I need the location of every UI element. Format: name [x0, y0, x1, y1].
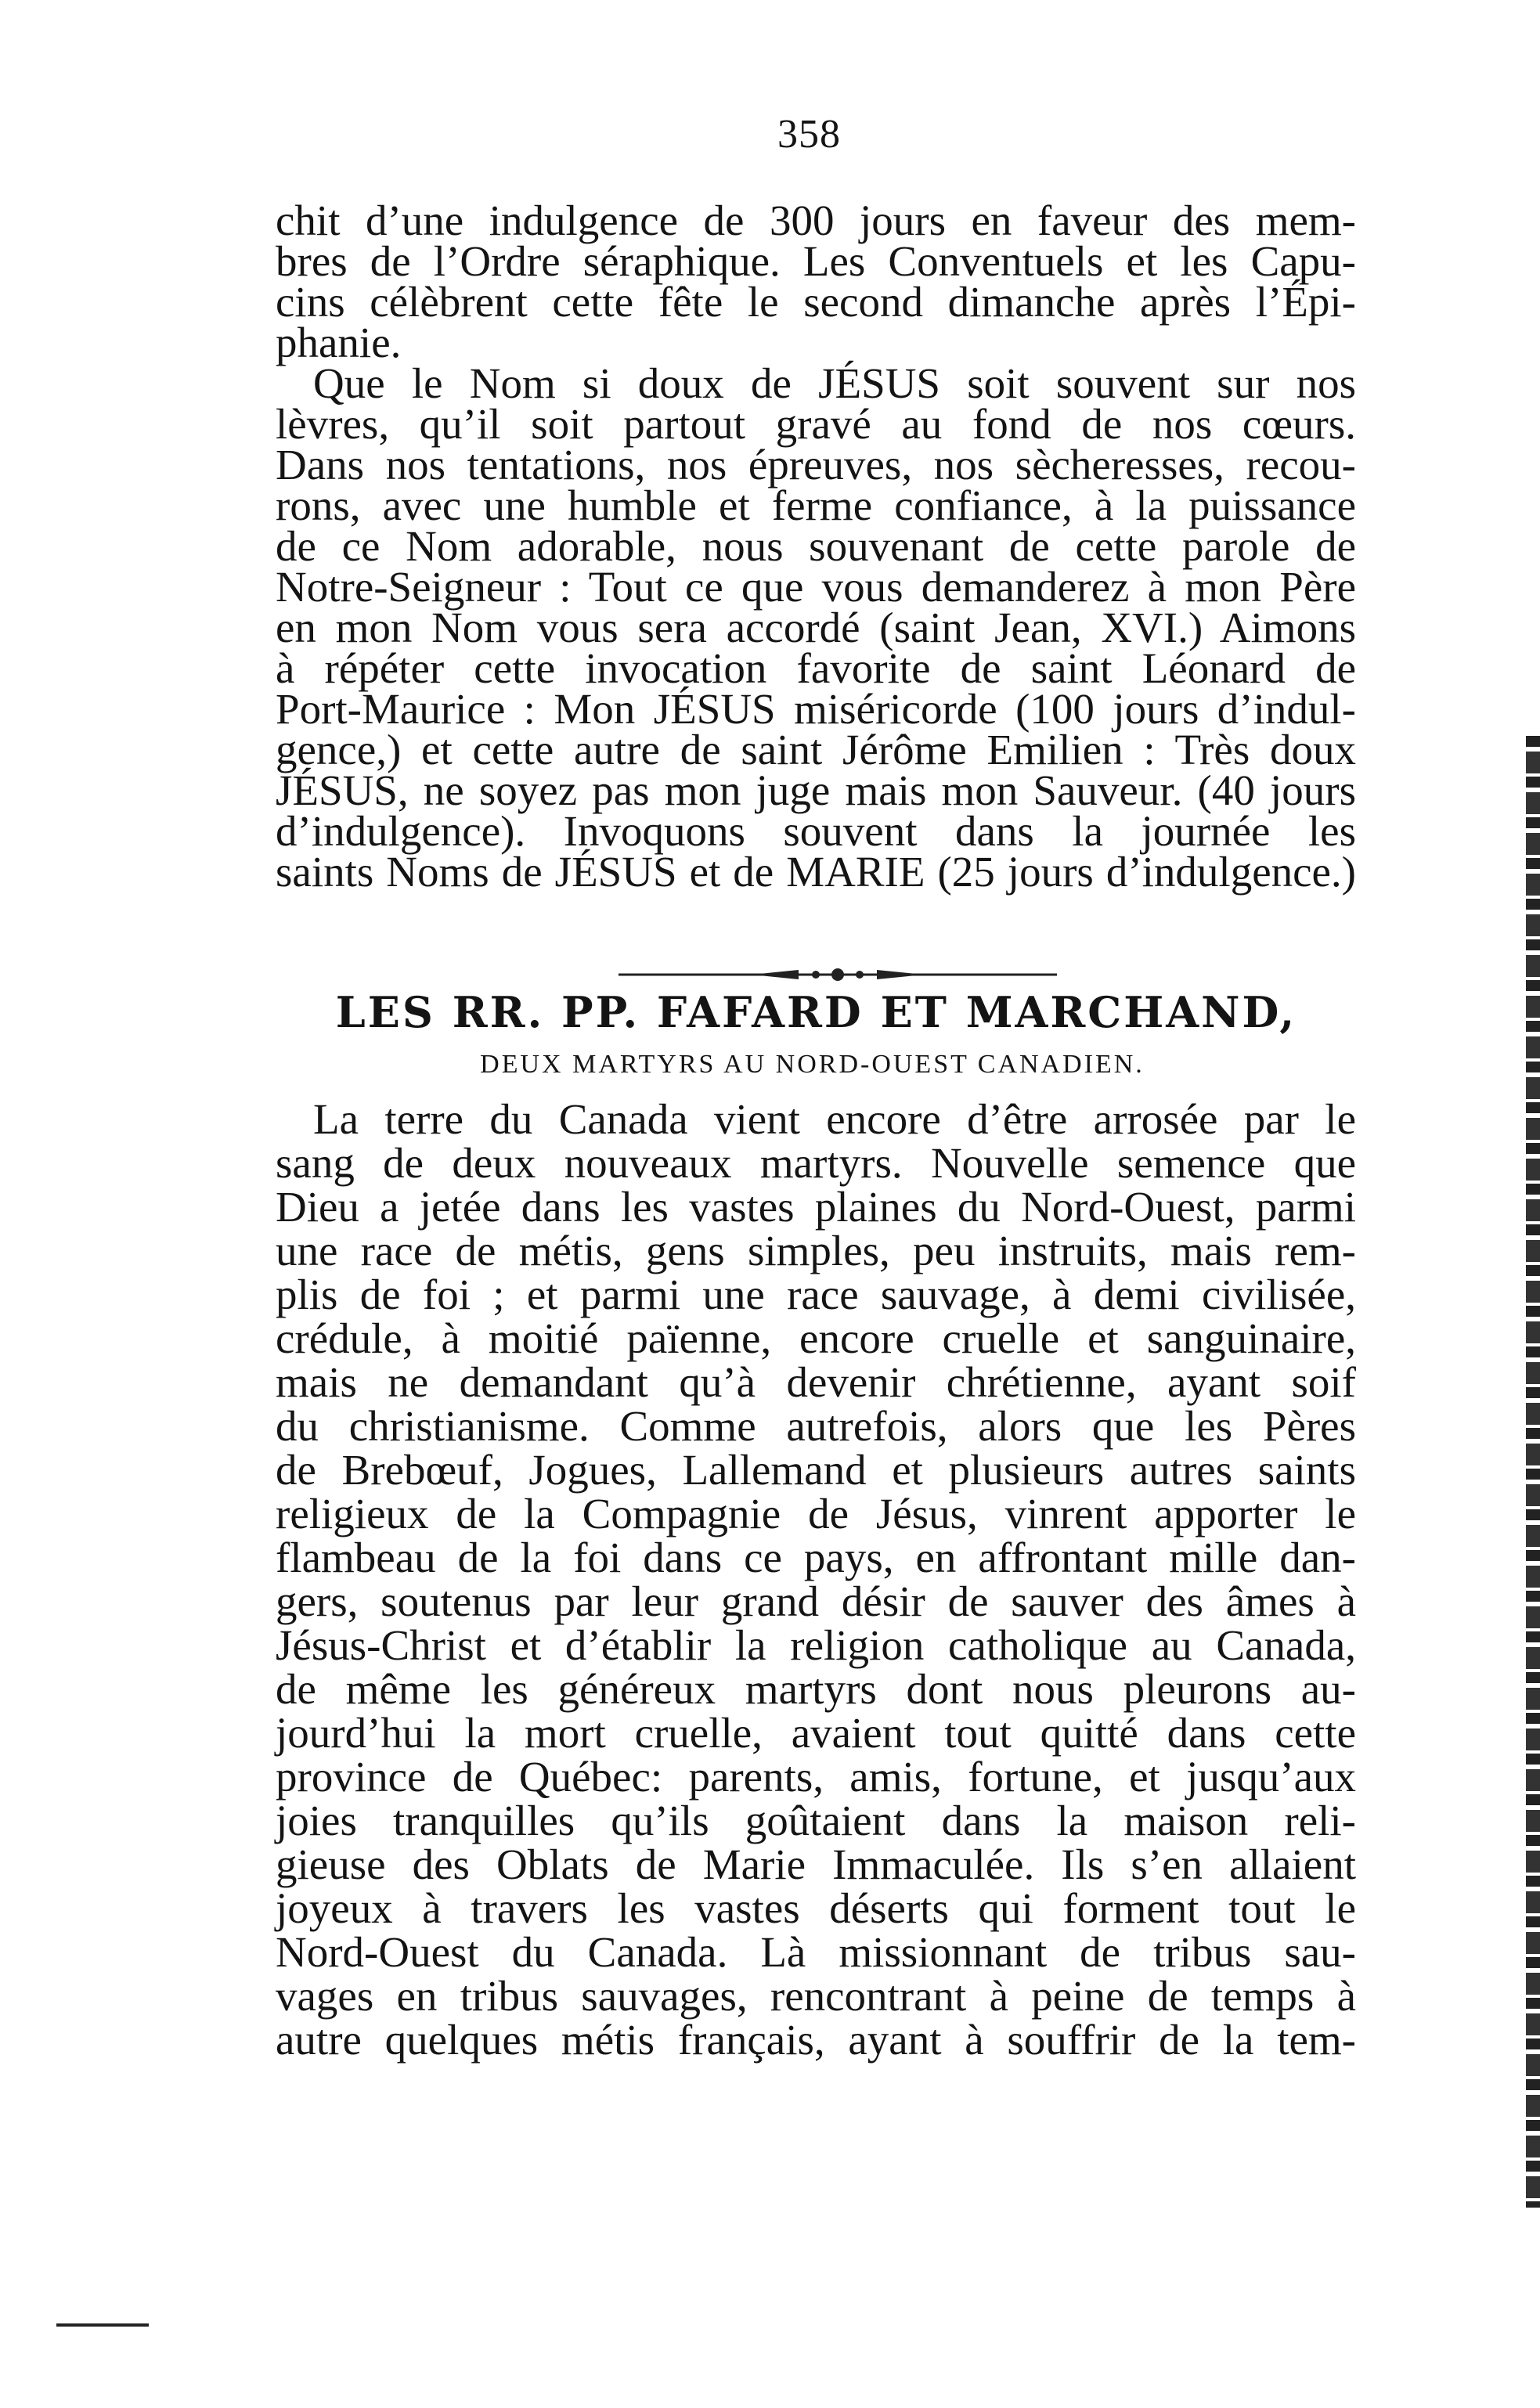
- text-line: d’indulgence). Invoquons souvent dans la journée les: [276, 807, 1356, 855]
- text-line: mais ne demandant qu’à devenir chrétienne, ayant soif: [276, 1358, 1356, 1406]
- text-line: joyeux à travers les vastes déserts qui forment tout le: [276, 1884, 1356, 1932]
- text-line: de ce Nom adorable, nous souvenant de cette parole de: [276, 522, 1356, 570]
- scan-edge-mark: [1526, 736, 1540, 2208]
- text-line: Nord-Ouest du Canada. Là missionnant de tribus sau-: [276, 1928, 1356, 1976]
- text-line: de même les généreux martyrs dont nous pleurons au-: [276, 1665, 1356, 1713]
- text-line: autre quelques métis français, ayant à souffrir de la tem-: [276, 2016, 1356, 2064]
- text-line: bres de l’Ordre séraphique. Les Conventuels et les Capu-: [276, 237, 1356, 285]
- text-line: plis de foi ; et parmi une race sauvage, à demi civilisée,: [276, 1271, 1356, 1318]
- text-line: jourd’hui la mort cruelle, avaient tout quitté dans cette: [276, 1709, 1356, 1757]
- scan-bottom-mark: [56, 2323, 149, 2327]
- text-line: de Brebœuf, Jogues, Lallemand et plusieurs autres saints: [276, 1446, 1356, 1494]
- text-line: Dans nos tentations, nos épreuves, nos sècheresses, recou-: [276, 441, 1356, 488]
- text-line: flambeau de la foi dans ce pays, en affrontant mille dan-: [276, 1534, 1356, 1581]
- text-line: vages en tribus sauvages, rencontrant à peine de temps à: [276, 1972, 1356, 2020]
- text-line: sang de deux nouveaux martyrs. Nouvelle semence que: [276, 1139, 1356, 1187]
- text-line: gence,) et cette autre de saint Jérôme Emilien : Très doux: [276, 726, 1356, 773]
- text-line: joies tranquilles qu’ils goûtaient dans la maison reli-: [276, 1797, 1356, 1844]
- text-line: province de Québec: parents, amis, fortune, et jusqu’aux: [276, 1753, 1356, 1801]
- text-line: JÉSUS, ne soyez pas mon juge mais mon Sauveur. (40 jours: [276, 766, 1356, 814]
- text-line: Notre-Seigneur : Tout ce que vous demanderez à mon Père: [276, 563, 1356, 611]
- ornamental-divider: [619, 965, 1057, 984]
- text-line: lèvres, qu’il soit partout gravé au fond de nos cœurs.: [276, 400, 1356, 448]
- section-title: LES RR. PP. FAFARD ET MARCHAND,: [335, 987, 1297, 1037]
- text-line: rons, avec une humble et ferme confiance, à la puissance: [276, 481, 1356, 529]
- text-line: religieux de la Compagnie de Jésus, vinrent apporter le: [276, 1490, 1356, 1537]
- text-line: Que le Nom si doux de JÉSUS soit souvent sur nos: [313, 359, 1356, 407]
- text-line: en mon Nom vous sera accordé (saint Jean, XVI.) Aimons: [276, 604, 1356, 651]
- text-line: cins célèbrent cette fête le second dimanche après l’Épi-: [276, 278, 1356, 326]
- section-subtitle: DEUX MARTYRS AU NORD-OUEST CANADIEN.: [480, 1050, 1145, 1079]
- text-line: phanie.: [276, 319, 402, 366]
- text-line: Dieu a jetée dans les vastes plaines du Nord-Ouest, parmi: [276, 1183, 1356, 1231]
- page-number: 358: [777, 112, 841, 157]
- text-line: La terre du Canada vient encore d’être arrosée par le: [313, 1095, 1356, 1143]
- text-line: saints Noms de JÉSUS et de MARIE (25 jours d’indulgence.): [276, 848, 1356, 896]
- text-line: chit d’une indulgence de 300 jours en faveur des mem-: [276, 196, 1356, 244]
- text-line: une race de métis, gens simples, peu instruits, mais rem-: [276, 1227, 1356, 1274]
- text-line: Jésus-Christ et d’établir la religion catholique au Canada,: [276, 1621, 1356, 1669]
- text-line: Port-Maurice : Mon JÉSUS miséricorde (100 jours d’indul-: [276, 685, 1356, 733]
- text-line: du christianisme. Comme autrefois, alors que les Pères: [276, 1402, 1356, 1450]
- text-line: gers, soutenus par leur grand désir de sauver des âmes à: [276, 1577, 1356, 1625]
- text-line: crédule, à moitié païenne, encore cruelle et sanguinaire,: [276, 1314, 1356, 1362]
- text-line: gieuse des Oblats de Marie Immaculée. Ils s’en allaient: [276, 1840, 1356, 1888]
- text-line: à répéter cette invocation favorite de saint Léonard de: [276, 644, 1356, 692]
